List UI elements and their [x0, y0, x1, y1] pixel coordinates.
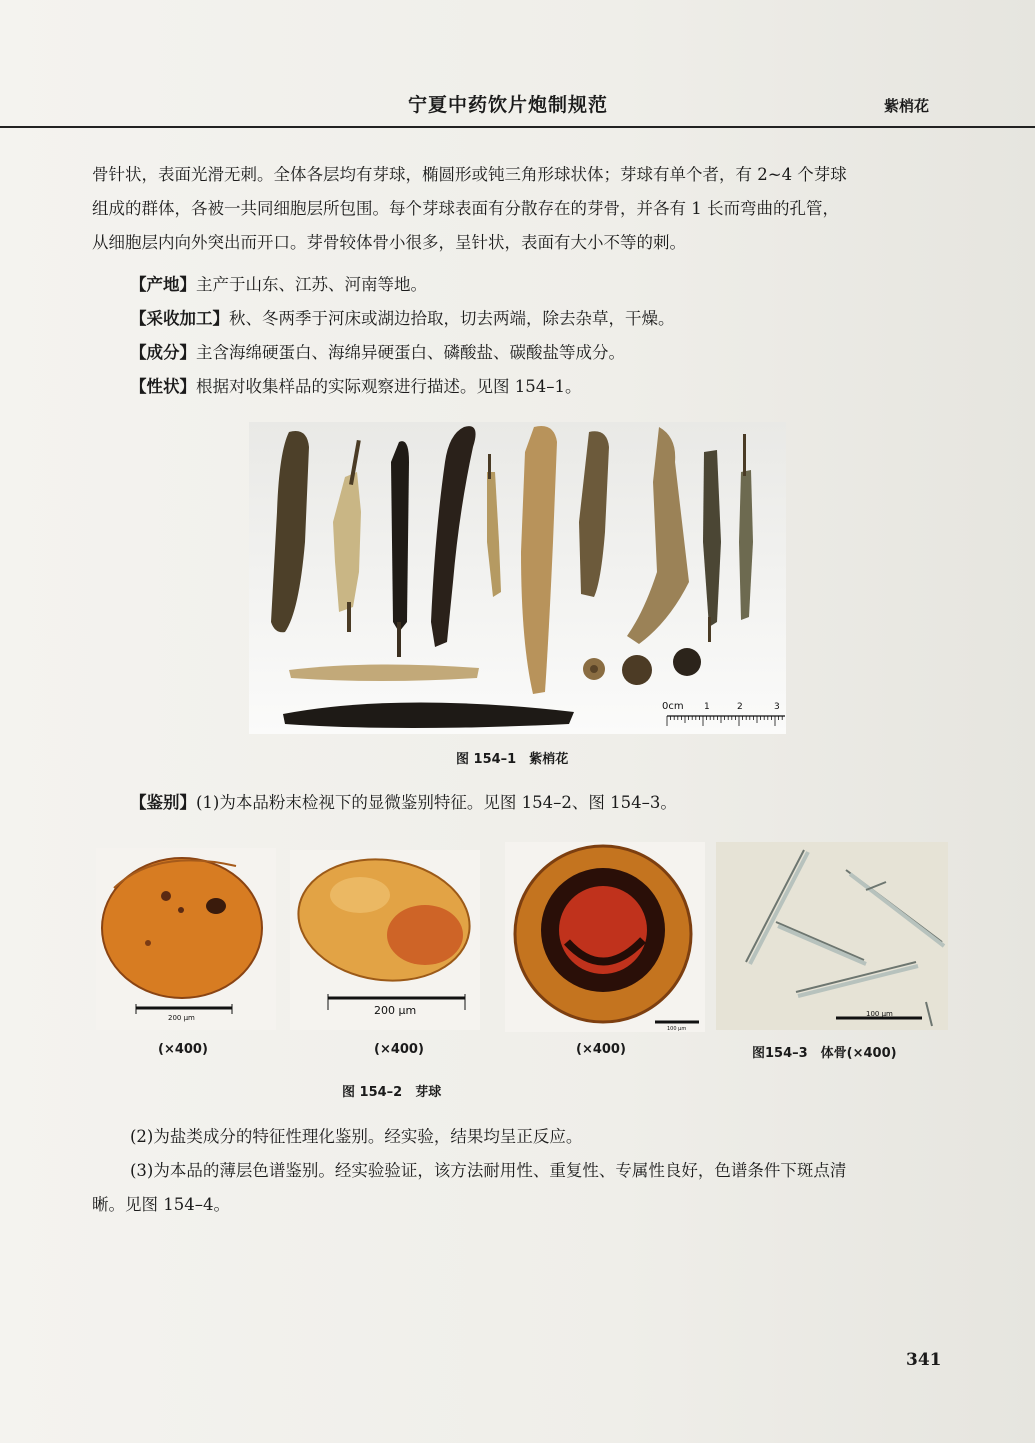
micrograph-bud-3 [505, 842, 705, 1032]
ruler-tick-label: 2 [737, 702, 743, 712]
intro-paragraph [92, 158, 948, 260]
running-header-section: 紫梢花 [884, 97, 930, 115]
figure-154-3-caption: 图154–3 体骨(×400) [752, 1046, 897, 1061]
specimen-photo [249, 422, 786, 734]
section-label: 【性状】 [130, 377, 196, 396]
header-rule [0, 126, 1035, 128]
section-text: (1)为本品粉末检视下的显微鉴别特征。见图 154–2、图 154–3。 [196, 793, 677, 812]
ruler-tick-label: 1 [704, 702, 710, 712]
micrograph-bud-1 [96, 848, 276, 1030]
micrograph-spicules [716, 842, 948, 1030]
section-composition [92, 336, 948, 370]
micrograph-bud-2 [290, 850, 480, 1030]
section-text: 根据对收集样品的实际观察进行描述。见图 154–1。 [196, 377, 582, 396]
property-sections [92, 268, 948, 404]
scale-bar-label: 100 μm [667, 1026, 687, 1032]
identification-paragraph [92, 786, 948, 820]
magnification-label: (×400) [374, 1042, 424, 1057]
scale-bar-label: 200 μm [168, 1014, 195, 1022]
intro-line: 骨针状，表面光滑无刺。全体各层均有芽球，椭圆形或钝三角形球状体；芽球有单个者，有 2~4 个芽球 [92, 165, 847, 184]
ruler-zero-label: 0cm [662, 701, 684, 712]
identification-line [92, 786, 948, 820]
running-header-title: 宁夏中药饮片炮制规范 [408, 94, 609, 116]
tail-paragraphs [92, 1120, 948, 1222]
intro-line: 从细胞层内向外突出而开口。芽骨较体骨小很多，呈针状，表面有大小不等的刺。 [92, 233, 686, 252]
scale-bar-label: 200 μm [374, 1004, 417, 1017]
specimen-illustration [249, 422, 786, 734]
section-appearance [92, 370, 948, 404]
scale-bar-label: 100 μm [866, 1010, 893, 1018]
section-origin [92, 268, 948, 302]
figure-154-1-caption: 图 154–1 紫梢花 [456, 752, 569, 767]
tail-line: (2)为盐类成分的特征性理化鉴别。经实验，结果均呈正反应。 [130, 1127, 583, 1146]
magnification-label: (×400) [576, 1042, 626, 1057]
magnification-label: (×400) [158, 1042, 208, 1057]
section-label: 【成分】 [130, 343, 196, 362]
section-text: 主含海绵硬蛋白、海绵异硬蛋白、磷酸盐、碳酸盐等成分。 [196, 343, 625, 362]
ruler-tick-label: 3 [774, 702, 780, 712]
tail-line: (3)为本品的薄层色谱鉴别。经实验验证，该方法耐用性、重复性、专属性良好，色谱条件下斑点清 [130, 1161, 847, 1180]
section-text: 秋、冬两季于河床或湖边拾取，切去两端，除去杂草，干燥。 [229, 309, 675, 328]
section-harvest [92, 302, 948, 336]
section-text: 主产于山东、江苏、河南等地。 [196, 275, 427, 294]
section-label: 【鉴别】 [130, 793, 196, 812]
intro-line: 组成的群体，各被一共同细胞层所包围。每个芽球表面有分散存在的芽骨，并各有 1 长而弯曲的孔管， [92, 199, 839, 218]
section-label: 【采收加工】 [130, 309, 229, 328]
section-label: 【产地】 [130, 275, 196, 294]
page-number: 341 [906, 1350, 942, 1370]
tail-line: 晰。见图 154–4。 [92, 1195, 230, 1214]
figure-154-2-caption: 图 154–2 芽球 [342, 1085, 442, 1100]
